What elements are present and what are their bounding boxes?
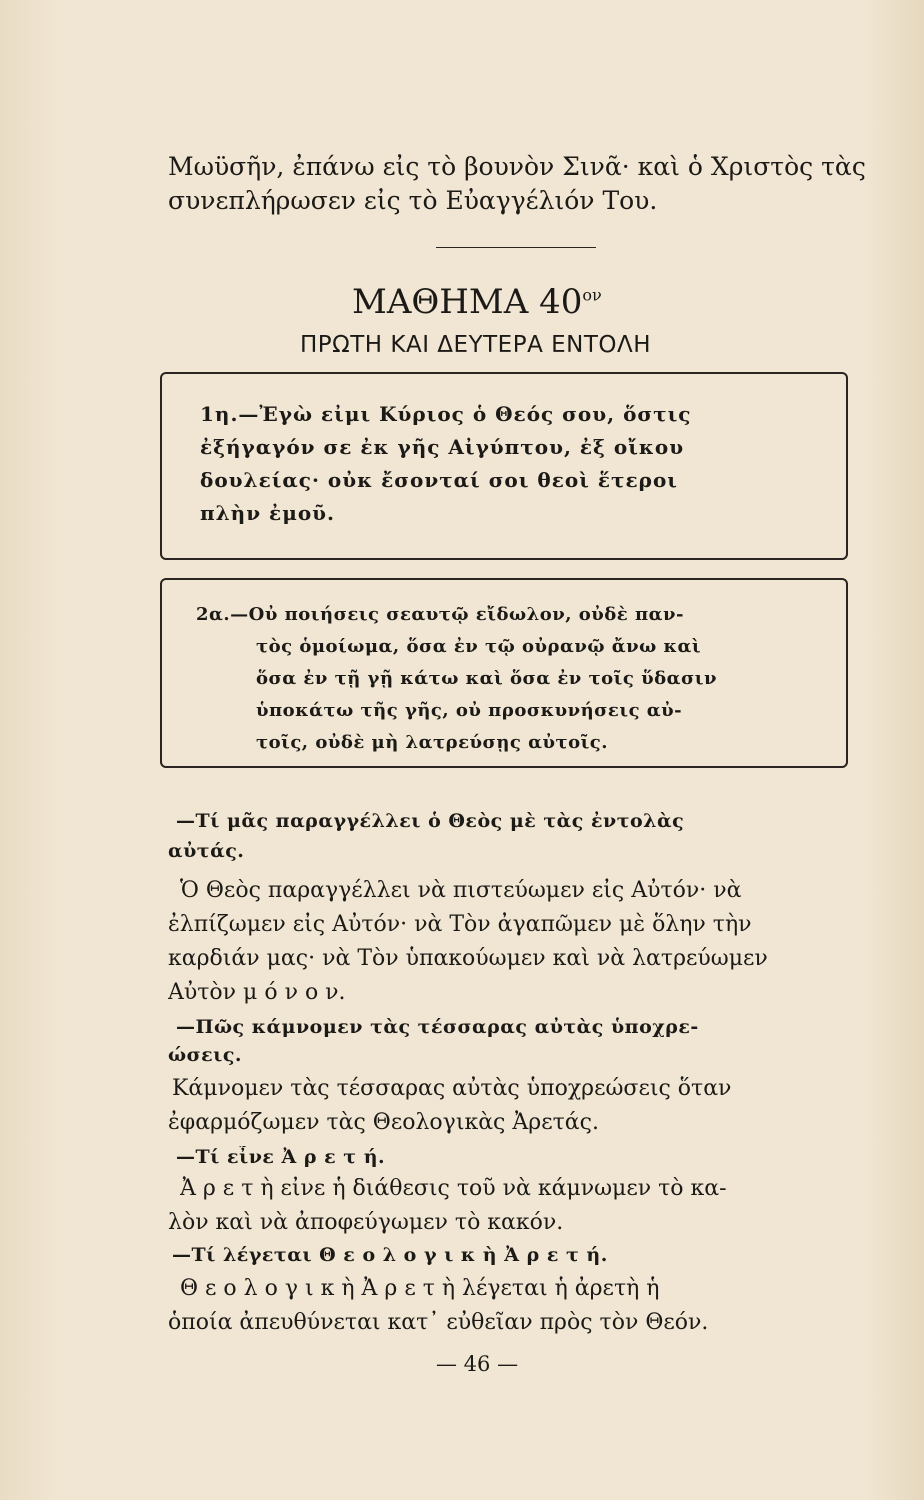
answer-2-line-1: Κάμνομεν τὰς τέσσαρας αὐτὰς ὑποχρεώσεις ὅταν xyxy=(172,1076,732,1101)
lesson-title xyxy=(352,282,602,322)
answer-1-line-4: Αὐτὸν μ ό ν ο ν. xyxy=(168,980,346,1005)
commandment-1-box xyxy=(160,372,848,560)
commandment-1-line-1 xyxy=(200,402,691,426)
answer-3-line-2: λὸν καὶ νὰ ἀποφεύγωμεν τὸ κακόν. xyxy=(168,1210,564,1235)
question-4: —Τί λέγεται Θ ε ο λ ο γ ι κ ὴ Ἀ ρ ε τ ή. xyxy=(172,1244,608,1266)
commandment-2-line-3: ὅσα ἐν τῇ γῇ κάτω καὶ ὅσα ἐν τοῖς ὕδασιν xyxy=(256,668,717,689)
commandment-2-line-1 xyxy=(196,604,684,625)
answer-1-line-3: καρδιάν μας· νὰ Τὸν ὑπακούωμεν καὶ νὰ λατρεύωμεν xyxy=(168,946,768,971)
lesson-subtitle: ΠΡΩΤΗ ΚΑΙ ΔΕΥΤΕΡΑ ΕΝΤΟΛΗ xyxy=(300,332,652,358)
commandment-2-text-1: —Οὐ ποιήσεις σεαυτῷ εἴδωλον, οὐδὲ παν- xyxy=(230,604,684,625)
commandment-2-line-2: τὸς ὁμοίωμα, ὅσα ἐν τῷ οὐρανῷ ἄνω καὶ xyxy=(256,636,702,657)
commandment-1-text-1: —Ἐγὼ εἰμι Κύριος ὁ Θεός σου, ὅστις xyxy=(238,402,692,426)
answer-4-line-1: Θ ε ο λ ο γ ι κ ὴ Ἀ ρ ε τ ὴ λέγεται ἡ ἀρετὴ ἡ xyxy=(180,1276,660,1301)
commandment-1-line-3: δουλείας· οὐκ ἔσονταί σοι θεοὶ ἕτεροι xyxy=(200,468,678,492)
commandment-2-line-5: τοῖς, οὐδὲ μὴ λατρεύσῃς αὐτοῖς. xyxy=(256,732,609,753)
commandment-1-number: 1η. xyxy=(200,402,239,426)
question-1-line-1: —Τί μᾶς παραγγέλλει ὁ Θεὸς μὲ τὰς ἐντολὰς xyxy=(176,810,685,832)
lesson-title-text: ΜΑΘΗΜΑ 40 xyxy=(352,282,583,322)
answer-2-line-2: ἐφαρμόζωμεν τὰς Θεολογικὰς Ἀρετάς. xyxy=(168,1110,599,1135)
section-divider xyxy=(436,247,596,248)
question-2-line-1: —Πῶς κάμνομεν τὰς τέσσαρας αὐτὰς ὑποχρε- xyxy=(176,1016,699,1038)
commandment-2-number: 2α. xyxy=(196,604,231,625)
question-3: —Τί εἶνε Ἀ ρ ε τ ή. xyxy=(176,1146,386,1168)
answer-1-line-2: ἐλπίζωμεν εἰς Αὐτόν· νὰ Τὸν ἀγαπῶμεν μὲ ὅλην τὴν xyxy=(168,912,752,937)
answer-3-line-1: Ἀ ρ ε τ ὴ εἶνε ἡ διάθεσις τοῦ νὰ κάμνωμεν τὸ κα- xyxy=(180,1176,727,1201)
answer-4-line-2: ὁποία ἀπευθύνεται κατ᾽ εὐθεῖαν πρὸς τὸν Θεόν. xyxy=(168,1310,709,1335)
lesson-title-sup: ον xyxy=(582,285,602,305)
commandment-1-line-4: πλὴν ἐμοῦ. xyxy=(200,501,336,525)
question-2-line-2: ώσεις. xyxy=(168,1044,243,1066)
question-1-line-2: αὐτάς. xyxy=(168,840,245,862)
commandment-2-line-4: ὑποκάτω τῆς γῆς, οὐ προσκυνήσεις αὐ- xyxy=(256,700,683,721)
intro-line-1: Μωϋσῆν, ἐπάνω εἰς τὸ βουνὸν Σινᾶ· καὶ ὁ Χριστὸς τὰς xyxy=(168,152,866,181)
answer-1-line-1: Ὁ Θεὸς παραγγέλλει νὰ πιστεύωμεν εἰς Αὐτόν· νὰ xyxy=(180,878,742,903)
intro-line-2: συνεπλήρωσεν εἰς τὸ Εὐαγγέλιόν Του. xyxy=(168,186,658,215)
page-number: — 46 — xyxy=(436,1352,519,1376)
commandment-1-line-2: ἐξήγαγόν σε ἐκ γῆς Αἰγύπτου, ἐξ οἴκου xyxy=(200,435,685,459)
